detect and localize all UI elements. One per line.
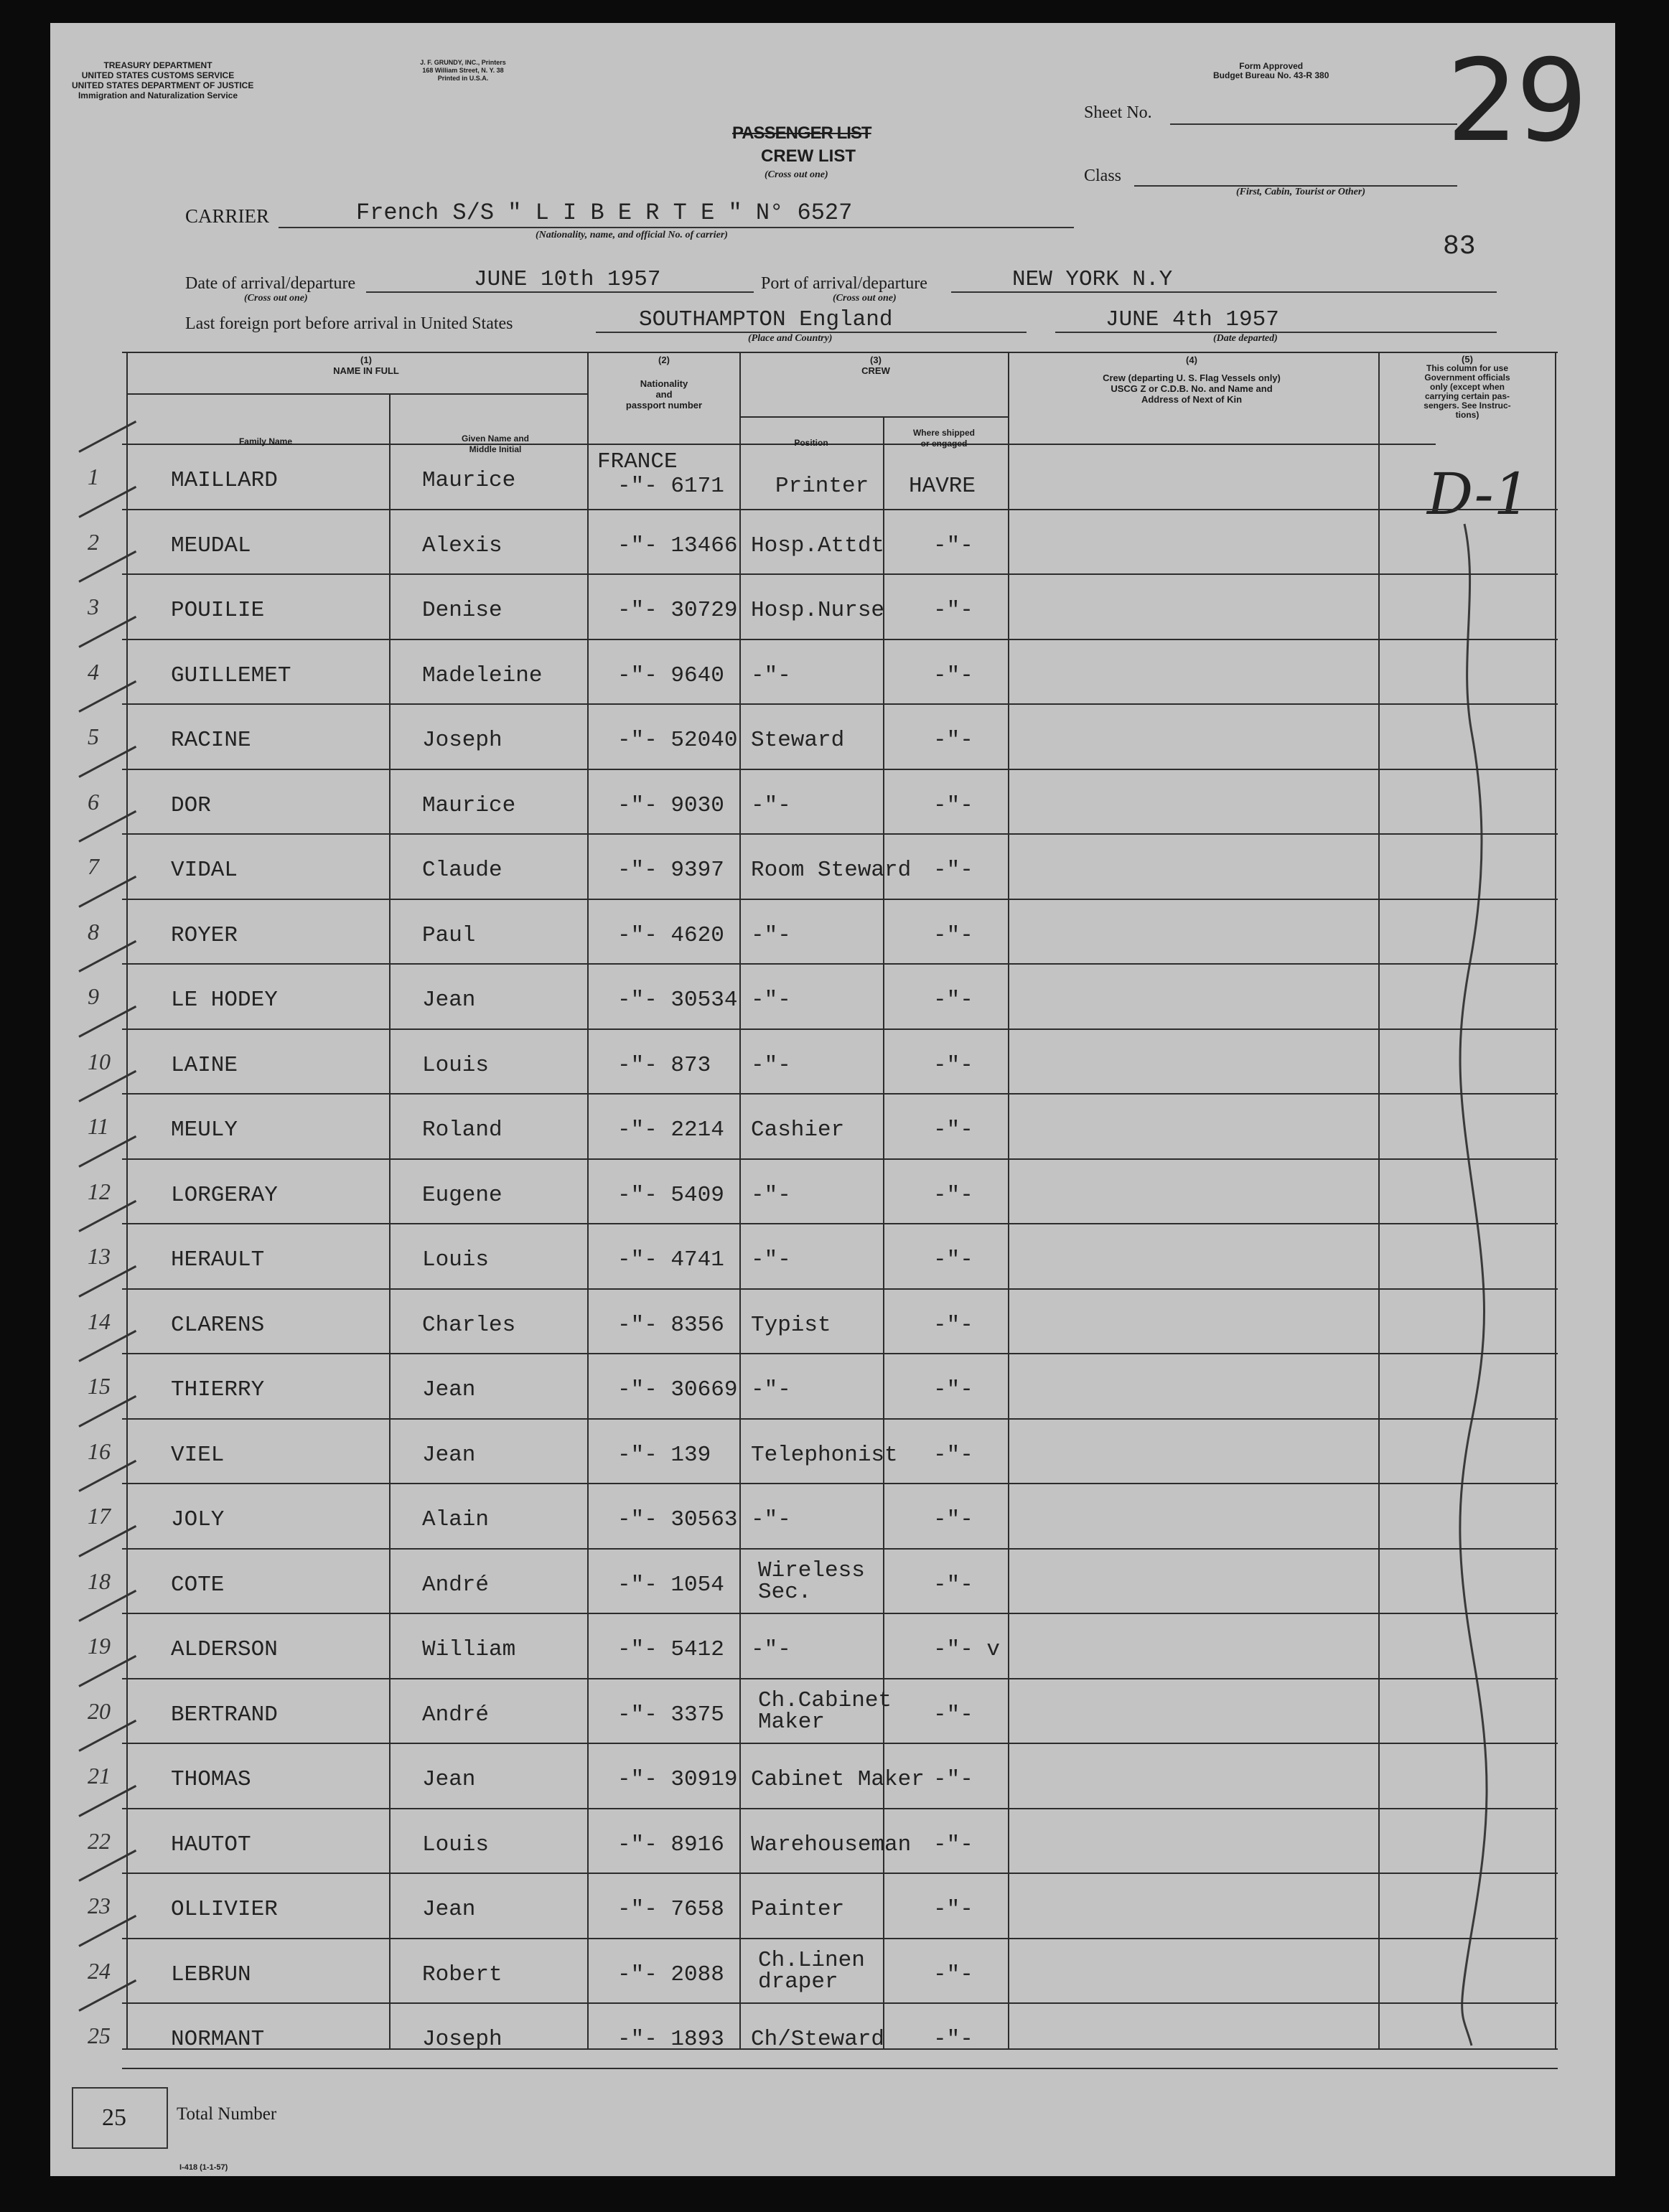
row-number: 14 bbox=[88, 1308, 111, 1334]
given-name: Louis bbox=[422, 1052, 490, 1078]
col5-header bbox=[1383, 355, 1552, 420]
family-header: Family Name bbox=[238, 436, 293, 446]
table-row bbox=[50, 835, 1615, 899]
passenger-list-crossed: PASSENGER LIST bbox=[732, 123, 871, 143]
family-name: COTE bbox=[171, 1572, 225, 1598]
position: -"- bbox=[751, 1637, 791, 1662]
table-row bbox=[50, 1679, 1615, 1744]
passport-number: -"- 1893 bbox=[617, 2027, 724, 2052]
arrival-date-value: JUNE 10th 1957 bbox=[474, 267, 661, 292]
sheet-no-label: Sheet No. bbox=[1084, 103, 1152, 122]
col3-num: (3) bbox=[870, 355, 882, 365]
date-hint: (Cross out one) bbox=[244, 293, 308, 304]
given-name: André bbox=[422, 1572, 490, 1598]
row-number: 6 bbox=[88, 788, 99, 815]
position: Typist bbox=[751, 1312, 831, 1338]
passport-number: -"- 30919 bbox=[617, 1767, 738, 1792]
total-label: Total Number bbox=[177, 2104, 277, 2124]
position: -"- bbox=[751, 1377, 791, 1402]
given-name: Alexis bbox=[422, 533, 502, 558]
position: -"- bbox=[751, 1182, 791, 1208]
passport-number: -"- 52040 bbox=[617, 728, 738, 753]
col5-title-line: tions) bbox=[1455, 410, 1479, 420]
date-line bbox=[366, 291, 754, 293]
col5-title-line: Government officials bbox=[1424, 372, 1510, 383]
where-shipped: -"- bbox=[933, 1767, 973, 1792]
agency-line: UNITED STATES DEPARTMENT OF JUSTICE bbox=[72, 80, 254, 90]
where-shipped: -"- bbox=[933, 1442, 973, 1468]
col4-header bbox=[1055, 355, 1328, 405]
row-number: 10 bbox=[88, 1048, 111, 1074]
col1-header bbox=[330, 355, 402, 376]
row-number: 5 bbox=[88, 723, 99, 749]
position: Ch/Steward bbox=[751, 2027, 885, 2052]
family-name: CLARENS bbox=[171, 1312, 265, 1338]
row-number: 11 bbox=[88, 1113, 109, 1139]
passport-number: -"- 13466 bbox=[617, 533, 738, 558]
where-shipped: -"- bbox=[933, 922, 973, 948]
passport-number: -"- 30534 bbox=[617, 988, 738, 1013]
departed-hint: (Date departed) bbox=[1213, 333, 1278, 344]
position-line2: draper bbox=[758, 1969, 838, 1995]
printer-line: J. F. GRUNDY, INC., Printers bbox=[420, 59, 506, 66]
row-number: 16 bbox=[88, 1438, 111, 1464]
col3-title: CREW bbox=[861, 365, 890, 376]
position: -"- bbox=[751, 792, 791, 818]
table-top-border bbox=[122, 352, 1558, 353]
table-row bbox=[50, 770, 1615, 835]
col5-title-line: sengers. See Instruc- bbox=[1423, 400, 1511, 411]
family-name: LE HODEY bbox=[171, 988, 278, 1013]
passport-number: -"- 5409 bbox=[617, 1182, 724, 1208]
given-name: Denise bbox=[422, 598, 502, 623]
table-row bbox=[50, 445, 1615, 510]
where-shipped: HAVRE bbox=[909, 474, 976, 499]
passport-number: -"- 9640 bbox=[617, 662, 724, 688]
family-name: ALDERSON bbox=[171, 1637, 278, 1662]
where-shipped: -"- bbox=[933, 1377, 973, 1402]
shipped-header-line: or engaged bbox=[920, 439, 968, 449]
given-name: Maurice bbox=[422, 792, 516, 818]
position: Telephonist bbox=[751, 1442, 898, 1468]
printer-imprint bbox=[395, 59, 531, 83]
given-name: Jean bbox=[422, 1377, 476, 1402]
agency-line: TREASURY DEPARTMENT bbox=[103, 60, 212, 70]
given-name: Jean bbox=[422, 1897, 476, 1922]
col1-title: NAME IN FULL bbox=[333, 365, 399, 376]
row-number: 15 bbox=[88, 1373, 111, 1399]
given-name: André bbox=[422, 1702, 490, 1728]
port-label: Port of arrival/departure bbox=[761, 274, 927, 293]
passport-number: -"- 6171 bbox=[617, 474, 724, 499]
table-row bbox=[50, 1550, 1615, 1614]
family-name: HERAULT bbox=[171, 1247, 265, 1273]
given-name: Roland bbox=[422, 1117, 502, 1143]
row-number: 17 bbox=[88, 1503, 111, 1529]
passport-number: -"- 8916 bbox=[617, 1832, 724, 1857]
position-header: Position bbox=[794, 438, 828, 448]
given-name: Madeleine bbox=[422, 662, 543, 688]
port-hint: (Cross out one) bbox=[833, 293, 897, 304]
carrier-line bbox=[279, 227, 1074, 228]
last-port-label: Last foreign port before arrival in United States bbox=[185, 314, 513, 333]
passport-number: -"- 9397 bbox=[617, 858, 724, 883]
family-name: MEUDAL bbox=[171, 533, 251, 558]
position-line2: Sec. bbox=[758, 1579, 812, 1605]
carrier-hint: (Nationality, name, and official No. of carrier) bbox=[536, 230, 728, 240]
row-number: 18 bbox=[88, 1567, 111, 1594]
total-value: 25 bbox=[102, 2104, 126, 2131]
where-shipped: -"- bbox=[933, 1052, 973, 1078]
family-name: DOR bbox=[171, 792, 211, 818]
where-shipped: -"- bbox=[933, 1507, 973, 1532]
family-name: THOMAS bbox=[171, 1767, 251, 1792]
check-mark bbox=[78, 421, 136, 453]
given-name: Louis bbox=[422, 1832, 490, 1857]
table-row bbox=[50, 1354, 1615, 1419]
passport-number: -"- 1054 bbox=[617, 1572, 724, 1598]
position: Printer bbox=[775, 474, 869, 499]
col2-title-line: Nationality bbox=[640, 378, 688, 389]
row-number: 8 bbox=[88, 918, 99, 945]
row-number: 3 bbox=[88, 594, 99, 619]
given-name: Joseph bbox=[422, 2027, 502, 2052]
table-row bbox=[50, 1030, 1615, 1095]
family-name: THIERRY bbox=[171, 1377, 265, 1402]
table-row bbox=[50, 640, 1615, 705]
where-shipped: -"- bbox=[933, 1897, 973, 1922]
last-port-value: SOUTHAMPTON England bbox=[639, 307, 893, 332]
row-number: 7 bbox=[88, 853, 99, 879]
passport-number: -"- 30729 bbox=[617, 598, 738, 623]
sheet-no-line bbox=[1170, 123, 1457, 125]
given-name: Joseph bbox=[422, 728, 502, 753]
family-name: LEBRUN bbox=[171, 1962, 251, 1987]
carrier-value: French S/S " L I B E R T E " N° 6527 bbox=[356, 200, 853, 226]
form-approved bbox=[1213, 62, 1329, 80]
where-shipped: -"- bbox=[933, 988, 973, 1013]
position: Ch.Cabinet bbox=[758, 1687, 892, 1713]
printer-line: 168 William Street, N. Y. 38 bbox=[422, 67, 504, 74]
position: -"- bbox=[751, 922, 791, 948]
agency-line: UNITED STATES CUSTOMS SERVICE bbox=[81, 70, 235, 80]
family-name: RACINE bbox=[171, 728, 251, 753]
family-name: MEULY bbox=[171, 1117, 238, 1143]
where-shipped: -"- bbox=[933, 728, 973, 753]
table-row bbox=[50, 1160, 1615, 1224]
where-shipped: -"- bbox=[933, 858, 973, 883]
where-shipped: -"- bbox=[933, 598, 973, 623]
form-code: I-418 (1-1-57) bbox=[179, 2163, 228, 2172]
carrier-label: CARRIER bbox=[185, 205, 270, 227]
given-header-line: Middle Initial bbox=[469, 444, 522, 454]
table-row bbox=[50, 1874, 1615, 1939]
passport-number: -"- 5412 bbox=[617, 1637, 724, 1662]
col2-num: (2) bbox=[658, 355, 670, 365]
given-header-line: Given Name and bbox=[461, 434, 530, 444]
position: Hosp.Attdt bbox=[751, 533, 885, 558]
given-name: Claude bbox=[422, 858, 502, 883]
class-hint: (First, Cabin, Tourist or Other) bbox=[1236, 187, 1365, 197]
table-row bbox=[50, 1809, 1615, 1874]
given-name: Maurice bbox=[422, 468, 516, 493]
given-name: William bbox=[422, 1637, 516, 1662]
col2-title-line: and bbox=[655, 389, 673, 400]
col4-title-line: Crew (departing U. S. Flag Vessels only) bbox=[1103, 372, 1281, 383]
where-shipped: -"- bbox=[933, 1117, 973, 1143]
row-number: 13 bbox=[88, 1243, 111, 1269]
row-number: 19 bbox=[88, 1633, 111, 1659]
row-number: 22 bbox=[88, 1827, 111, 1854]
given-name: Jean bbox=[422, 1767, 476, 1792]
shipped-header-line: Where shipped bbox=[912, 428, 975, 438]
family-name: NORMANT bbox=[171, 2027, 265, 2052]
row-number: 23 bbox=[88, 1893, 111, 1918]
given-name: Charles bbox=[422, 1312, 516, 1338]
table-row bbox=[50, 575, 1615, 639]
port-line bbox=[951, 291, 1497, 293]
where-shipped: -"- bbox=[933, 792, 973, 818]
document-sheet bbox=[50, 23, 1615, 2176]
nationality: FRANCE bbox=[597, 449, 678, 474]
family-name: LORGERAY bbox=[171, 1182, 278, 1208]
family-name: ROYER bbox=[171, 922, 238, 948]
where-shipped: -"- bbox=[933, 662, 973, 688]
table-row bbox=[50, 900, 1615, 965]
date-label: Date of arrival/departure bbox=[185, 274, 356, 293]
row-number: 24 bbox=[88, 1957, 111, 1984]
passport-number: -"- 4741 bbox=[617, 1247, 724, 1273]
col5-title-line: only (except when bbox=[1429, 382, 1505, 392]
col5-title-line: This column for use bbox=[1426, 363, 1508, 373]
col2-header bbox=[603, 355, 725, 411]
col4-title-line: USCG Z or C.D.B. No. and Name and bbox=[1111, 383, 1273, 394]
crew-table bbox=[50, 352, 1615, 2074]
col1-sub-border bbox=[126, 393, 587, 395]
col2-title-line: passport number bbox=[625, 400, 703, 411]
family-name: POUILIE bbox=[171, 598, 265, 623]
family-name: JOLY bbox=[171, 1507, 225, 1532]
stamp-number: 83 bbox=[1443, 231, 1476, 262]
position: Painter bbox=[751, 1897, 845, 1922]
position: Warehouseman bbox=[751, 1832, 912, 1857]
class-label: Class bbox=[1084, 167, 1122, 185]
departed-value: JUNE 4th 1957 bbox=[1105, 307, 1279, 332]
passport-number: -"- 139 bbox=[617, 1442, 711, 1468]
position: -"- bbox=[751, 1507, 791, 1532]
family-name: VIDAL bbox=[171, 858, 238, 883]
table-row bbox=[50, 1095, 1615, 1159]
col3-sub-border bbox=[739, 416, 1008, 418]
table-row bbox=[50, 1290, 1615, 1354]
position: Cashier bbox=[751, 1117, 845, 1143]
where-shipped: -"- v bbox=[933, 1637, 1001, 1662]
family-name: LAINE bbox=[171, 1052, 238, 1078]
row-number: 9 bbox=[88, 983, 99, 1009]
row-number: 21 bbox=[88, 1763, 111, 1789]
row-number: 25 bbox=[88, 2023, 111, 2048]
position: Ch.Linen bbox=[758, 1947, 865, 1973]
passport-number: -"- 30669 bbox=[617, 1377, 738, 1402]
given-name: Jean bbox=[422, 988, 476, 1013]
row-border bbox=[122, 2068, 1558, 2069]
total-box bbox=[72, 2087, 168, 2149]
where-shipped: -"- bbox=[933, 1247, 973, 1273]
passport-number: -"- 873 bbox=[617, 1052, 711, 1078]
crew-list-title: CREW LIST bbox=[761, 146, 856, 166]
col4-title-line: Address of Next of Kin bbox=[1141, 394, 1243, 405]
col5-title-line: carrying certain pas- bbox=[1424, 391, 1510, 401]
passport-number: -"- 2088 bbox=[617, 1962, 724, 1987]
position: Hosp.Nurse bbox=[751, 598, 885, 623]
agency-block bbox=[72, 60, 254, 100]
position-line2: Maker bbox=[758, 1709, 826, 1735]
row-number: 2 bbox=[88, 528, 99, 555]
position: Wireless bbox=[758, 1557, 865, 1583]
spacer bbox=[1055, 365, 1328, 372]
form-approved-line: Budget Bureau No. 43-R 380 bbox=[1213, 70, 1329, 80]
table-row bbox=[50, 705, 1615, 769]
spacer bbox=[603, 365, 725, 378]
passport-number: -"- 2214 bbox=[617, 1117, 724, 1143]
given-name: Jean bbox=[422, 1442, 476, 1468]
passport-number: -"- 30563 bbox=[617, 1507, 738, 1532]
position: Room Steward bbox=[751, 858, 912, 883]
passport-number: -"- 3375 bbox=[617, 1702, 724, 1728]
where-shipped: -"- bbox=[933, 1572, 973, 1598]
family-name: MAILLARD bbox=[171, 468, 278, 493]
row-number: 12 bbox=[88, 1178, 111, 1204]
row-number: 4 bbox=[88, 658, 99, 685]
table-row bbox=[50, 1744, 1615, 1809]
family-name: HAUTOT bbox=[171, 1832, 251, 1857]
where-shipped: -"- bbox=[933, 533, 973, 558]
where-shipped: -"- bbox=[933, 1182, 973, 1208]
table-row bbox=[50, 1224, 1615, 1289]
position: -"- bbox=[751, 1052, 791, 1078]
given-name: Eugene bbox=[422, 1182, 502, 1208]
last-port-hint: (Place and Country) bbox=[748, 333, 833, 344]
table-row bbox=[50, 1484, 1615, 1549]
given-name: Alain bbox=[422, 1507, 490, 1532]
given-name: Paul bbox=[422, 922, 476, 948]
passport-number: -"- 7658 bbox=[617, 1897, 724, 1922]
passport-number: -"- 8356 bbox=[617, 1312, 724, 1338]
family-name: OLLIVIER bbox=[171, 1897, 278, 1922]
agency-line: Immigration and Naturalization Service bbox=[78, 90, 238, 100]
position: Cabinet Maker bbox=[751, 1767, 925, 1792]
where-shipped: -"- bbox=[933, 1702, 973, 1728]
col1-num: (1) bbox=[360, 355, 372, 365]
table-row bbox=[50, 510, 1615, 575]
where-shipped: -"- bbox=[933, 1832, 973, 1857]
row-number: 20 bbox=[88, 1697, 111, 1724]
where-shipped: -"- bbox=[933, 1962, 973, 1987]
where-shipped: -"- bbox=[933, 1312, 973, 1338]
table-row bbox=[50, 1614, 1615, 1679]
given-name: Robert bbox=[422, 1962, 502, 1987]
passport-number: -"- 4620 bbox=[617, 922, 724, 948]
table-row bbox=[50, 1420, 1615, 1484]
col4-num: (4) bbox=[1186, 355, 1197, 365]
family-name: GUILLEMET bbox=[171, 662, 291, 688]
position: -"- bbox=[751, 988, 791, 1013]
col3-header bbox=[840, 355, 912, 376]
table-row bbox=[50, 965, 1615, 1029]
family-name: BERTRAND bbox=[171, 1702, 278, 1728]
printer-line: Printed in U.S.A. bbox=[437, 75, 489, 82]
form-approved-line: Form Approved bbox=[1239, 61, 1304, 71]
row-number: 1 bbox=[88, 464, 99, 489]
where-shipped: -"- bbox=[933, 2027, 973, 2052]
given-name: Louis bbox=[422, 1247, 490, 1273]
position: -"- bbox=[751, 1247, 791, 1273]
family-name: VIEL bbox=[171, 1442, 225, 1468]
table-row bbox=[50, 1939, 1615, 2004]
position: -"- bbox=[751, 662, 791, 688]
cross-out-hint: (Cross out one) bbox=[765, 169, 828, 180]
sheet-number-stamp: 29 bbox=[1446, 35, 1586, 167]
table-row bbox=[50, 2004, 1615, 2068]
passport-number: -"- 9030 bbox=[617, 792, 724, 818]
official-annotation: D-1 bbox=[1427, 461, 1530, 528]
col5-num: (5) bbox=[1462, 354, 1473, 365]
position: Steward bbox=[751, 728, 845, 753]
port-value: NEW YORK N.Y bbox=[1012, 267, 1173, 292]
